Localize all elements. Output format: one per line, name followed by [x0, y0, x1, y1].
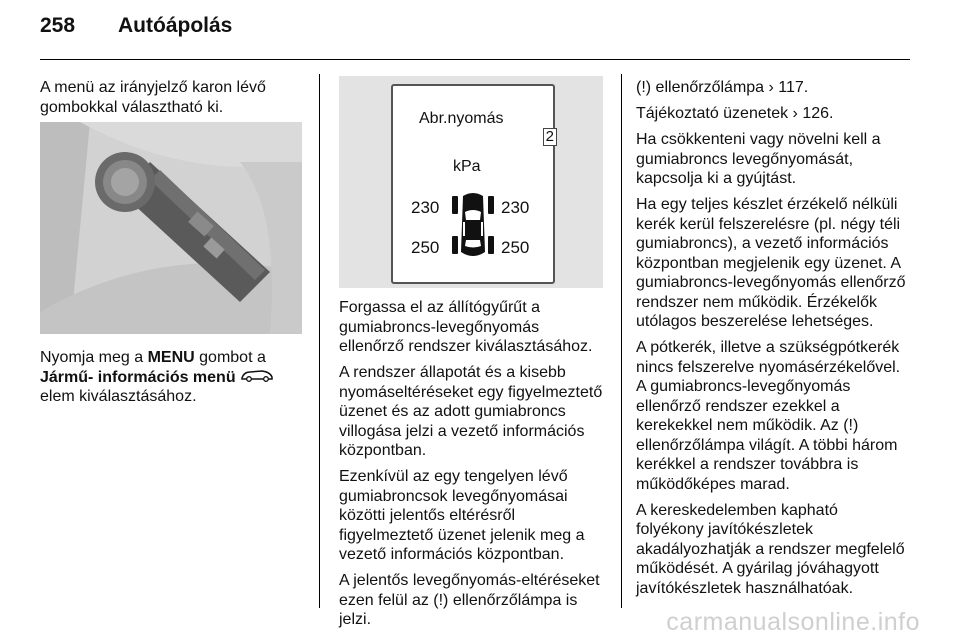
car-icon [240, 368, 274, 388]
paragraph: Ha csökkenteni vagy növelni kell a gumiabroncs levegőnyomását, kapcsolja ki a gyújtást. [636, 131, 881, 187]
rear-right-pressure: 250 [501, 238, 530, 257]
tpms-display-illustration [339, 76, 603, 288]
reference-arrow-icon: › [792, 105, 798, 122]
pressure-unit: kPa [453, 158, 481, 175]
tpms-warning-icon: (!) [843, 417, 859, 434]
info-display-screen [391, 84, 555, 284]
paragraph: A jelentős levegőnyomás-eltéréseket ezen felül az (!) ellenőrzőlámpa is jelzi. [339, 572, 600, 628]
column-3 [636, 78, 906, 605]
vehicle-info-menu-label: Jármű- információs menü [40, 368, 236, 386]
column-1 [40, 78, 304, 124]
paragraph: Ezenkívül az egy tengelyen lévő gumiabroncsok levegőnyomásai közötti jelentős eltérésről figyelmeztető üzenet jelenik meg a vezető információs központban. [339, 468, 585, 563]
paragraph: (!) ellenőrzőlámpa › 117. [636, 79, 809, 96]
page-reference-link[interactable]: 126. [802, 105, 834, 122]
paragraph: A pótkerék, illetve a szükségpótkerék nincs felszerelve nyomásérzékelővel. A gumiabroncs-levegőnyomás ellenőrző rendszer ezekkel a kerekekkel nem működik. Az (!) ellenőrzőlámpa világít. A többi három kerékkel a rendszer továbbra is működőképes marad. [636, 339, 901, 493]
rear-left-pressure: 250 [411, 238, 440, 257]
paragraph: Forgassa el az állítógyűrűt a gumiabroncs-levegőnyomás ellenőrző rendszer kiválasztásához. [339, 299, 593, 355]
watermark: carmanualsonline.info [666, 608, 920, 636]
menu-button-label: MENU [147, 349, 195, 366]
header-divider [40, 59, 910, 60]
car-top-view-icon [451, 190, 495, 262]
paragraph: A rendszer állapotát és a kisebb nyomáseltéréseket egy figyelmeztető üzenet és az adott gumiabroncs villogása jelzi a vezető információs központban. [339, 364, 603, 459]
page-reference-link[interactable]: 117. [778, 79, 809, 96]
paragraph: Tájékoztató üzenetek › 126. [636, 105, 834, 122]
front-left-pressure: 230 [411, 198, 440, 217]
paragraph: Ha egy teljes készlet érzékelő nélküli kerék kerül felszerelésre (pl. négy téli gumiabroncs), a vezető információs központban megjelenik egy üzenet. A gumiabroncs-levegőnyomás ellenőrző rendszer nem működik. Érzékelők utólagos beszerelése lehetséges. [636, 196, 906, 330]
column-divider-left [319, 74, 320, 608]
column-1-lower [40, 348, 304, 413]
page-title: Autóápolás [118, 14, 233, 37]
steering-stalk-illustration [40, 122, 302, 334]
tpms-warning-icon: (!) [636, 79, 652, 96]
front-right-pressure: 230 [501, 198, 530, 217]
display-title: Abr.nyomás [419, 110, 504, 127]
reference-arrow-icon: › [768, 79, 774, 96]
menu-instruction: Nyomja meg a MENU gombot a Jármű- információs menü elem kiválasztásához. [40, 348, 304, 407]
column-2 [339, 298, 605, 636]
page-indicator: 2 [543, 128, 557, 146]
tpms-warning-icon: (!) [433, 591, 449, 609]
paragraph: A kereskedelemben kapható folyékony javítókészletek akadályozhatják a rendszer megfelelő működését. A gyárilag jóváhagyott javítókészletek használhatóak. [636, 501, 905, 597]
intro-paragraph: A menü az irányjelző karon lévő gombokkal választható ki. [40, 79, 266, 116]
column-divider-right [621, 74, 622, 608]
page-number: 258 [40, 14, 76, 37]
